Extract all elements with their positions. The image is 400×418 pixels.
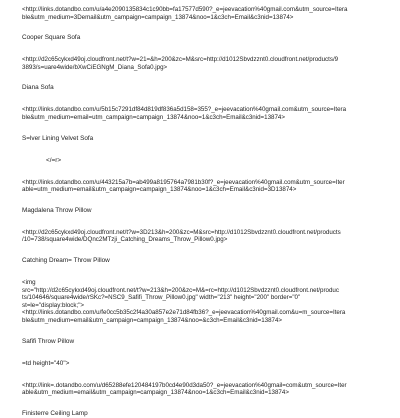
product-title: S=lver Lining Velvet Sofa: [22, 134, 94, 142]
link-line[interactable]: able&utm_medium=email&utm_campaign=campaign_13874&noo=1&c3ch=Email&c3nid=13874>: [22, 389, 289, 397]
link-line[interactable]: <http://d2c65cykxd49oj.cloudfront.net/t?w=3D213&h=200&zc=M&src=http://d1012Sbvdzznt0.cloudfront.net/products: [22, 228, 341, 236]
email-document: [0, 6, 400, 417]
product-title: Catching Dream= Throw Pillow: [22, 256, 110, 264]
image-link-block[interactable]: [22, 229, 388, 244]
markup-fragment: =td height="40">: [22, 359, 70, 367]
link-line[interactable]: <http://links.dotandbo.com/u/fe0cc5b35c2f4a30a857e2e71d84fb36?_e=jeevacation%40gmail.com&u=m_source=Itera: [22, 309, 346, 317]
link-line[interactable]: able=utm_medium=email&utm_campaign=campaign_13874&noo=1&c3ch=Email&c3nid=3D13874>: [22, 186, 297, 194]
img-tag-line: st=le="display:block;">: [22, 301, 85, 309]
link-block[interactable]: [22, 382, 388, 397]
link-line[interactable]: ble&utm_medium=3Demail&utm_campaign=campaign_13874&noo=1&c3ch=Email&c3nid=13874>: [22, 13, 294, 21]
link-line[interactable]: <http://links.dotandbo.com/u/443215a7b=ab499a8195764a7981b30f?_e=jeevacation%40gmail.com&utm_source=Iter: [22, 178, 345, 186]
image-link-block[interactable]: [22, 279, 388, 325]
link-line[interactable]: ble&utm_medium=email=utm_campaign=campaign_13874&noo=1&c3ch=Email&c3nid=13874>: [22, 113, 285, 121]
link-line[interactable]: /10=738/square4wide/DQnc2MTzji_Catching_Dreams_Throw_Pillow0.jpg>: [22, 236, 228, 244]
link-block[interactable]: [22, 106, 388, 121]
product-title: Cooper Square Sofa: [22, 34, 81, 42]
link-block[interactable]: [22, 6, 388, 21]
link-line[interactable]: <http://links.dotandbo.com/u/a4e2090135834c1c90bb=fa17577d590?_e=jeevacation%40gmail.com&utm_source=Itera: [22, 6, 348, 13]
link-line[interactable]: 3893/s=uare4wide/bXwCiEGNgM_Diana_Sofa0.jpg>: [22, 63, 168, 71]
img-tag-line: <img: [22, 278, 36, 286]
product-title: Diana Sofa: [22, 84, 54, 92]
img-tag-line[interactable]: ts/104646/square4wide/rSKc?=NSC9_Safifi_Throw_Pillow0.jpg" width="213" height="200" border="0": [22, 294, 301, 302]
product-title: Magdalena Throw Pillow: [22, 206, 92, 214]
link-line[interactable]: <http://d2c65cykxd49oj.cloudfront.net/t?w=21=&h=200&zc=M&src=http://d1012Sbvdzznt0.cloudfront.net/products/9: [22, 56, 339, 64]
product-title: Finisterre Ceiling Lamp: [22, 409, 88, 417]
link-block[interactable]: [22, 179, 388, 194]
img-tag-line[interactable]: src="http://d2c65cykxd49oj.cloudfront.net/t?w=213&h=200&zc=M&=rc=http://d1012Sbvdzznt0.cloudfront.net/produc: [22, 286, 339, 294]
link-line[interactable]: <http://links.dotandbo.com/u/5b15c7291df84d819df836a5d158=355?_e=jeevacation%40gmail.com&utm_source=Itera: [22, 106, 347, 114]
link-line[interactable]: <http://link=.dotandbo.com/u/d65288efe120484197b0cd4e90d3da50?_e=jeevacation%40gmail=com&utm_source=Iter: [22, 381, 347, 389]
product-title: Safifi Throw Pillow: [22, 337, 75, 345]
markup-fragment: </=r>: [46, 156, 62, 164]
link-line[interactable]: ble&utm_medium=email&utm_campaign=campaign_13874&noo=&c3ch=Email&c3nid=13874>: [22, 316, 283, 324]
image-link-block[interactable]: [22, 56, 388, 71]
